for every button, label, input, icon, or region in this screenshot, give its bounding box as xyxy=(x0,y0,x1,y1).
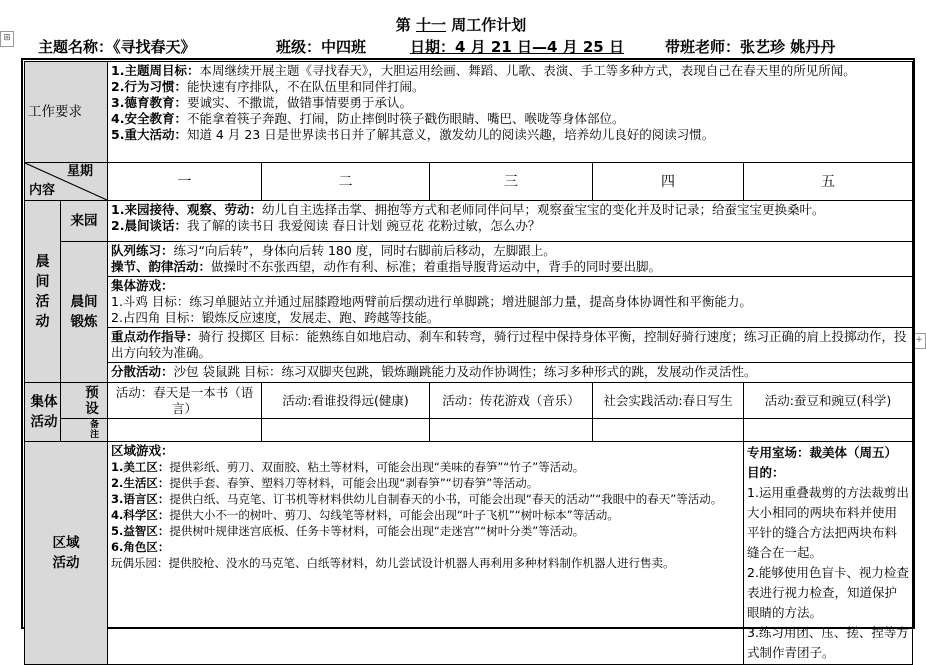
teacher-label: 带班老师： xyxy=(665,38,741,56)
date-info xyxy=(410,36,624,57)
note-wednesday xyxy=(430,419,593,442)
weekday-header-row xyxy=(25,163,913,201)
key-moves-row xyxy=(25,328,913,363)
teacher-info xyxy=(665,36,835,57)
day-friday: 五 xyxy=(744,163,913,201)
arrival-row xyxy=(25,201,913,242)
exercise-label: 晨间锻炼 xyxy=(61,242,108,383)
note-label: 备注 xyxy=(61,419,108,442)
theme-label: 主题名称： xyxy=(38,38,114,56)
requirements-content xyxy=(108,62,913,163)
group-games-row xyxy=(25,277,913,328)
class-info xyxy=(276,36,366,57)
morning-label-text: 晨间活动 xyxy=(35,253,50,330)
group-activity-preset-row xyxy=(25,383,913,419)
day-thursday: 四 xyxy=(593,163,744,201)
group-activity-label: 集体活动 xyxy=(25,383,61,442)
region-activity-row xyxy=(25,442,913,665)
day-tuesday: 二 xyxy=(262,163,430,201)
req-item: 4.安全教育：不能拿着筷子奔跑、打闹，防止摔倒时筷子戳伤眼睛、嘴巴、喉咙等身体部位。 xyxy=(111,111,625,126)
activity-friday: 活动:蚕豆和豌豆(科学) xyxy=(744,383,913,419)
req-item: 5.重大活动：知道 4 月 23 日是世界读书日并了解其意义，激发幼儿的阅读兴趣，培养幼儿良好的阅读习惯。 xyxy=(111,127,715,142)
activity-tuesday: 活动:看谁投得远(健康) xyxy=(262,383,430,419)
special-room-content: 专用室场：裁美体（周五） 目的： 1.运用重叠裁剪的方法裁剪出大小相同的两块布料并使用平针的缝合方法把两块布料缝合在一起。 2.能够使用色盲卡、视力检查表进行视力检查，知道保护眼睛的方法。 3.练习用团、压、搓、捏等方式制作青团子。 xyxy=(744,442,913,665)
arrival-content: 1.来园接待、观察、劳动：幼儿自主选择击掌、拥抱等方式和老师同伴问早；观察蚕宝宝的变化并及时记录；给蚕宝宝更换桑叶。 2.晨间谈话：我了解的读书日 我爱阅读 春日计划 豌豆花 花粉过敏，怎么办？ xyxy=(108,201,913,242)
weekly-plan-table xyxy=(24,61,913,665)
activity-wednesday: 活动：传花游戏（音乐） xyxy=(430,383,593,419)
content-label: 内容 xyxy=(29,183,56,198)
title-week: 十一 xyxy=(415,16,446,34)
theme-name: 《寻找春天》 xyxy=(113,38,196,56)
day-wednesday: 三 xyxy=(430,163,593,201)
region-activity-label: 区域活动 xyxy=(25,442,108,665)
theme-info xyxy=(38,36,196,57)
req-item: 2.行为习惯：能快速有序排队，不在队伍里和同伴打闹。 xyxy=(111,79,425,94)
special-room-title: 专用室场：裁美体（周五） xyxy=(747,445,898,460)
activity-monday: 活动：春天是一本书（语言） xyxy=(108,383,262,419)
title-suffix: 周工作计划 xyxy=(451,16,527,34)
class-label: 班级： xyxy=(276,38,322,56)
note-tuesday xyxy=(262,419,430,442)
region-games-content: 区域游戏： 1.美工区：提供彩纸、剪刀、双面胶、粘土等材料，可能会出现“美味的春笋”“竹子”等活动。 2.生活区：提供手套、春笋、塑料刀等材料，可能会出现“剥春笋”“切春笋”等活动。 3.语言区：提供白纸、马克笔、订书机等材料供幼儿自制春天的小书，可能会出现“春天的活动”“我眼中的春天”等活动。 4.科学区：提供大小不一的树叶、剪刀、勾线笔等材料，可能会出现“叶子飞机”“树叶标本”等活动。 5.益智区：提供树叶规律迷宫底板、任务卡等材料，可能会出现“走迷宫”“树叶分类”等活动。 6.角色区： 玩偶乐园：提供胶枪、没水的马克笔、白纸等材料，幼儿尝试设计机器人再利用多种材料制作机器人进行售卖。 xyxy=(108,442,744,665)
date-label: 日期： xyxy=(410,38,456,56)
preset-label: 预设 xyxy=(61,383,108,419)
split-activity-row xyxy=(25,363,913,383)
activity-thursday: 社会实践活动:春日写生 xyxy=(593,383,744,419)
requirements-row xyxy=(25,62,913,163)
weekday-label: 星期 xyxy=(66,164,93,179)
group-activity-note-row xyxy=(25,419,913,442)
split-activity-content: 分散活动：沙包 袋鼠跳 目标：练习双脚夹包跳，锻炼蹦跳能力及动作协调性；练习多种形式的跳，发展动作灵活性。 xyxy=(108,363,913,383)
req-item: 3.德育教育：要诚实、不撒谎，做错事情要勇于承认。 xyxy=(111,95,412,110)
page-title xyxy=(0,14,922,35)
note-monday xyxy=(108,419,262,442)
teacher-names: 张艺珍 姚丹丹 xyxy=(740,38,836,56)
drill-row xyxy=(25,242,913,277)
requirements-label: 工作要求 xyxy=(25,62,108,163)
day-monday: 一 xyxy=(108,163,262,201)
key-moves-content: 重点动作指导：骑行 投掷区 目标：能熟练自如地启动、刹车和转弯，骑行过程中保持身体平衡，控制好骑行速度；练习正确的肩上投掷动作，投出方向较为准确。 xyxy=(108,328,913,363)
weekday-corner xyxy=(25,163,108,201)
arrival-label: 来园 xyxy=(61,201,108,242)
drill-content: 队列练习：练习“向后转”，身体向后转 180 度，同时右脚前后移动，左脚跟上。 操节、韵律活动：做操时不东张西望，动作有利、标准；着重指导腹背运动中，背手的同时要出脚。 xyxy=(108,242,913,277)
class-name: 中四班 xyxy=(321,38,367,56)
special-goal-label: 目的： xyxy=(747,465,785,480)
title-prefix: 第 xyxy=(395,16,411,34)
group-games-content: 集体游戏： 1.斗鸡 目标：练习单腿站立并通过屈膝蹬地两臂前后摆动进行单脚跳；增进腿部力量，提高身体协调性和平衡能力。 2.占四角 目标：锻炼反应速度，发展走、跑、跨越等技能。 xyxy=(108,277,913,328)
note-thursday xyxy=(593,419,744,442)
morning-activity-label xyxy=(25,201,61,383)
note-friday xyxy=(744,419,913,442)
add-column-handle[interactable]: + xyxy=(912,333,926,349)
req-item: 1.主题周目标：本周继续开展主题《寻找春天》，大胆运用绘画、舞蹈、儿歌、表演、手工等多种方式，表现自己在春天里的所见所闻。 xyxy=(111,63,856,78)
table-move-handle[interactable]: ⊞ xyxy=(0,31,14,47)
date-range: 4 月 21 日—4 月 25 日 xyxy=(455,38,624,56)
